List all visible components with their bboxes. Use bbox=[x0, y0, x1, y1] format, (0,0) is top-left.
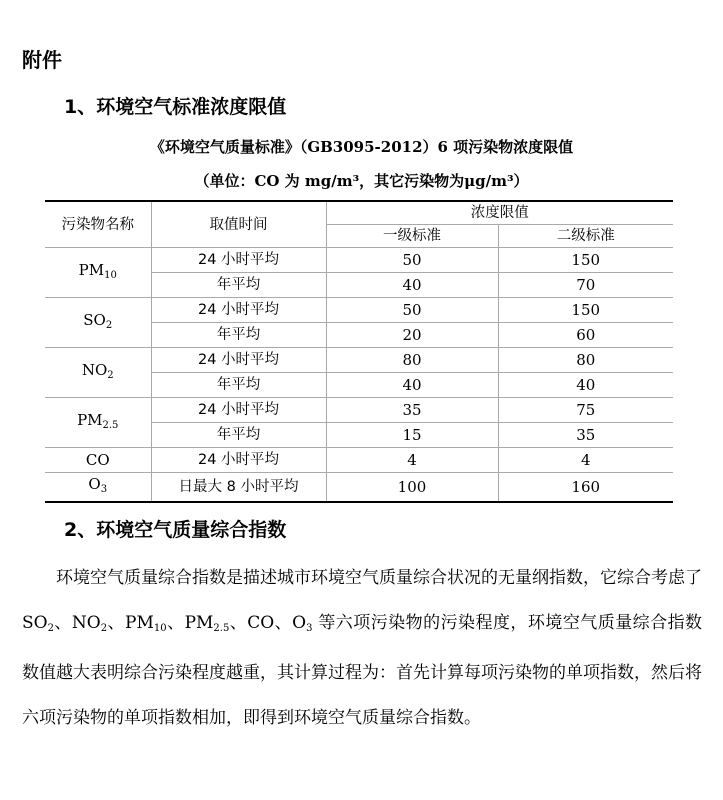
grade1-value: 20 bbox=[326, 323, 498, 348]
grade2-value: 80 bbox=[498, 348, 673, 373]
para-sep: 、 bbox=[274, 612, 293, 633]
averaging-period: 日最大 8 小时平均 bbox=[151, 473, 326, 503]
concentration-limits-table bbox=[45, 200, 673, 503]
grade2-value: 160 bbox=[498, 473, 673, 503]
grade2-value: 40 bbox=[498, 373, 673, 398]
averaging-period: 年平均 bbox=[151, 373, 326, 398]
para-text-1: 环境空气质量综合指数是描述城市环境空气质量综合状况的无量纲指数，它综合考虑了 bbox=[56, 568, 702, 588]
para-o3: $O_3$ bbox=[292, 612, 313, 634]
table-row bbox=[45, 248, 673, 273]
averaging-period: 年平均 bbox=[151, 423, 326, 448]
pollutant-name: $O_3$ bbox=[45, 473, 151, 503]
averaging-period: 24 小时平均 bbox=[151, 248, 326, 273]
para-pm25: $PM_{2.5}$ bbox=[184, 612, 230, 634]
grade2-value: 150 bbox=[498, 298, 673, 323]
pollutant-name: $PM_{10}$ bbox=[45, 248, 151, 298]
grade1-value: 35 bbox=[326, 398, 498, 423]
table-row bbox=[45, 398, 673, 423]
pollutant-name: $PM_{2.5}$ bbox=[45, 398, 151, 448]
table-row bbox=[45, 348, 673, 373]
grade1-value: 40 bbox=[326, 373, 498, 398]
para-sep: 、 bbox=[166, 612, 185, 633]
section2-title: 2、环境空气质量综合指数 bbox=[64, 519, 287, 541]
grade1-value: 4 bbox=[326, 448, 498, 473]
grade1-value: 50 bbox=[326, 248, 498, 273]
pollutant-name: CO bbox=[45, 448, 151, 473]
para-text-2: 等六项污染物的污染程度，环境空气质量综合指数数值越大表明综合污染程度越重，其计算过程为：首先计算每项污染物的单项指数，然后将六项污染物的单项指数相加，即得到环境空气质量综合指数。 bbox=[22, 612, 703, 728]
table-row bbox=[45, 473, 673, 503]
table-row bbox=[45, 298, 673, 323]
averaging-period: 年平均 bbox=[151, 273, 326, 298]
grade2-value: 150 bbox=[498, 248, 673, 273]
col-header-period: 取值时间 bbox=[151, 201, 326, 248]
grade2-value: 70 bbox=[498, 273, 673, 298]
grade2-value: 75 bbox=[498, 398, 673, 423]
table-unit: （单位：CO 为 mg/m³，其它污染物为μg/m³） bbox=[194, 172, 529, 190]
col-header-grade2: 二级标准 bbox=[498, 225, 673, 248]
para-sep: 、 bbox=[229, 612, 248, 633]
para-no2: $NO_2$ bbox=[71, 612, 108, 634]
averaging-period: 24 小时平均 bbox=[151, 298, 326, 323]
grade2-value: 35 bbox=[498, 423, 673, 448]
col-header-pollutant: 污染物名称 bbox=[45, 201, 151, 248]
table-title: 《环境空气质量标准》（GB3095-2012）6 项污染物浓度限值 bbox=[149, 138, 574, 156]
grade1-value: 100 bbox=[326, 473, 498, 503]
table-row bbox=[45, 448, 673, 473]
averaging-period: 年平均 bbox=[151, 323, 326, 348]
para-co: CO bbox=[247, 612, 275, 633]
grade1-value: 50 bbox=[326, 298, 498, 323]
para-so2: $SO_2$ bbox=[22, 612, 54, 634]
grade1-value: 80 bbox=[326, 348, 498, 373]
grade1-value: 15 bbox=[326, 423, 498, 448]
pollutant-name: $SO_2$ bbox=[45, 298, 151, 348]
averaging-period: 24 小时平均 bbox=[151, 348, 326, 373]
para-pm10: $PM_{10}$ bbox=[125, 612, 167, 634]
pollutant-name: $NO_2$ bbox=[45, 348, 151, 398]
col-header-limit: 浓度限值 bbox=[326, 201, 673, 225]
grade2-value: 4 bbox=[498, 448, 673, 473]
grade1-value: 40 bbox=[326, 273, 498, 298]
grade2-value: 60 bbox=[498, 323, 673, 348]
index-description-paragraph bbox=[22, 556, 702, 740]
para-sep: 、 bbox=[53, 612, 72, 633]
para-sep: 、 bbox=[107, 612, 126, 633]
col-header-grade1: 一级标准 bbox=[326, 225, 498, 248]
section1-title: 1、环境空气标准浓度限值 bbox=[64, 96, 287, 118]
averaging-period: 24 小时平均 bbox=[151, 448, 326, 473]
averaging-period: 24 小时平均 bbox=[151, 398, 326, 423]
annex-title: 附件 bbox=[22, 48, 62, 72]
